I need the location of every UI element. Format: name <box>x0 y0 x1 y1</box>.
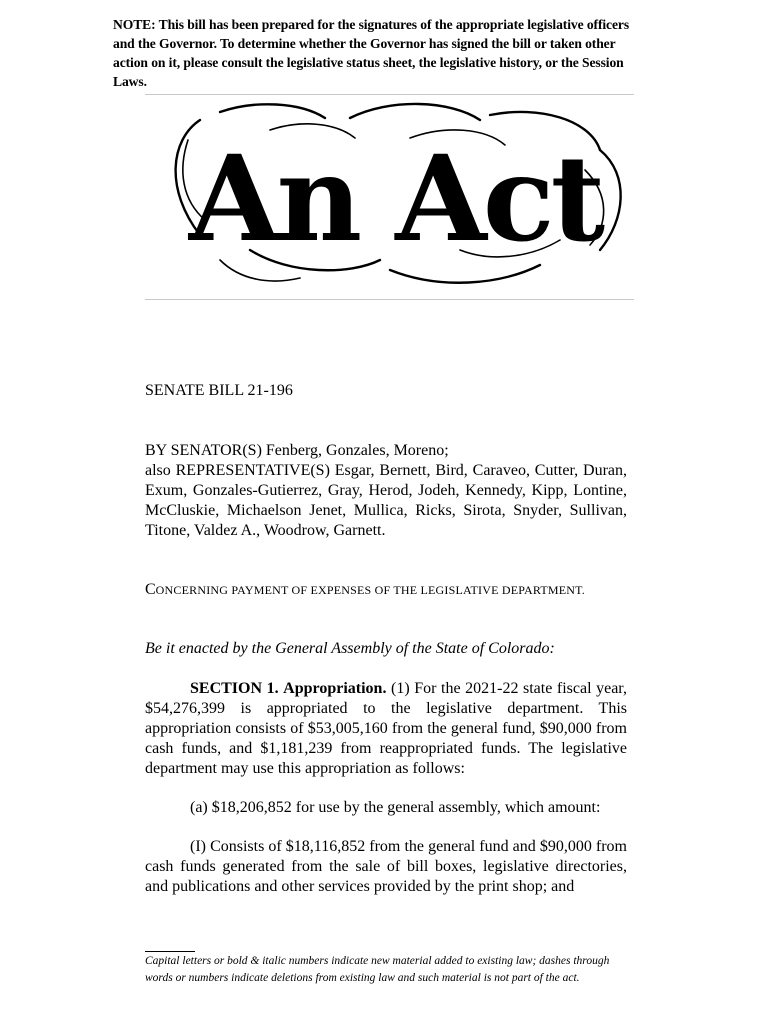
an-act-text: An Act <box>188 129 602 268</box>
title-top-rule <box>145 94 634 95</box>
signature-note: NOTE: This bill has been prepared for the signatures of the appropriate legislative officers and the Governor. To determine whether the Governor has signed the bill or taken other action on it, please consult the legislative status sheet, the legislative history, or the Session Laws. <box>113 17 630 89</box>
an-act-title-logo <box>160 100 630 295</box>
section-1 <box>145 679 627 779</box>
concerning-rest: ONCERNING PAYMENT OF EXPENSES OF THE LEGISLATIVE DEPARTMENT. <box>155 583 585 597</box>
paragraph-a: (a) $18,206,852 for use by the general assembly, which amount: <box>190 799 601 816</box>
enacting-clause: Be it enacted by the General Assembly of the State of Colorado: <box>145 640 555 657</box>
sponsors <box>145 441 627 541</box>
bill-number: SENATE BILL 21-196 <box>145 382 293 399</box>
footnote-rule <box>145 951 195 952</box>
section-1-title: Appropriation. <box>283 680 387 697</box>
section-1-heading: SECTION 1. <box>190 680 279 697</box>
senate-sponsors: BY SENATOR(S) Fenberg, Gonzales, Moreno; <box>145 442 449 459</box>
title-bottom-rule <box>145 299 634 300</box>
footnote: Capital letters or bold & italic numbers indicate new material added to existing law; dashes through words or numbers indicate deletions from existing law and such material is not part of the act. <box>145 955 610 984</box>
house-sponsors: also REPRESENTATIVE(S) Esgar, Bernett, Bird, Caraveo, Cutter, Duran, Exum, Gonzales-Gutierrez, Gray, Herod, Jodeh, Kennedy, Kipp, Lontine, McCluskie, Michaelson Jenet, Mullica, Ricks, Sirota, Snyder, Sullivan, Titone, Valdez A., Woodrow, Garnett. <box>145 462 627 539</box>
subparagraph-i: (I) Consists of $18,116,852 from the general fund and $90,000 from cash funds generated from the sale of bill boxes, legislative directories, and publications and other services provided by the print shop; and <box>145 838 627 895</box>
concerning-initial: C <box>145 581 156 598</box>
concerning-clause <box>145 580 627 600</box>
section-1-body: (1) For the 2021-22 state fiscal year, $54,276,399 is appropriated to the legislative department. This appropriation consists of $53,005,160 from the general fund, $90,000 from cash funds, and $1,181,239 from reappropriated funds. The legislative department may use this appropriation as follows: <box>145 680 627 777</box>
